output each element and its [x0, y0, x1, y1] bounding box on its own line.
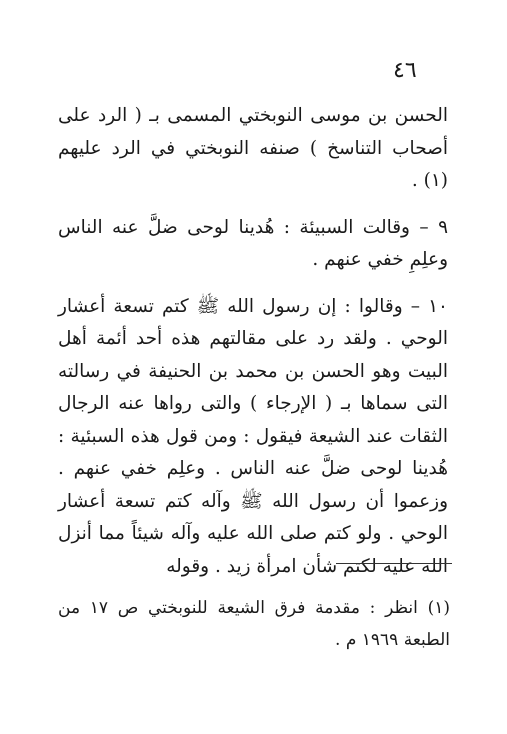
main-text	[58, 100, 448, 583]
paragraph-intro: الحسن بن موسى النوبختي المسمى بـ ( الرد على أصحاب التناسخ ) صنفه النوبختي في الرد عليهم (١) .	[58, 105, 448, 191]
footnote-divider	[336, 563, 452, 564]
paragraph-9: ٩ – وقالت السبيئة : هُدينا لوحى ضلَّ عنه الناس وعلِمِ خفي عنهم .	[58, 216, 448, 270]
page-number: ٤٦	[393, 58, 417, 83]
paragraph-10: ١٠ – وقالوا : إن رسول الله ﷺ كتم تسعة أعشار الوحي . ولقد رد على مقالتهم هذه أحد أئمة أهل البيت وهو الحسن بن محمد بن الحنيفة في رسالته التى سماها بـ ( الإرجاء ) والتى رواها عنه الرجال الثقات عند الشيعة فيقول : ومن قول هذه السبئية : هُدينا لوحى ضلَّ عنه الناس . وعلِم خفي عنهم . وزعموا أن رسول الله ﷺ وآله كتم تسعة أعشار الوحي . ولو كتم صلى الله عليه وآله شيئاً مما أنزل الله عليه لكتم شأن امرأة زيد . وقوله	[58, 295, 448, 577]
footnote: (١) انظر : مقدمة فرق الشيعة للنوبختي ص ١٧ من الطبعة ١٩٦٩ م .	[58, 598, 450, 650]
